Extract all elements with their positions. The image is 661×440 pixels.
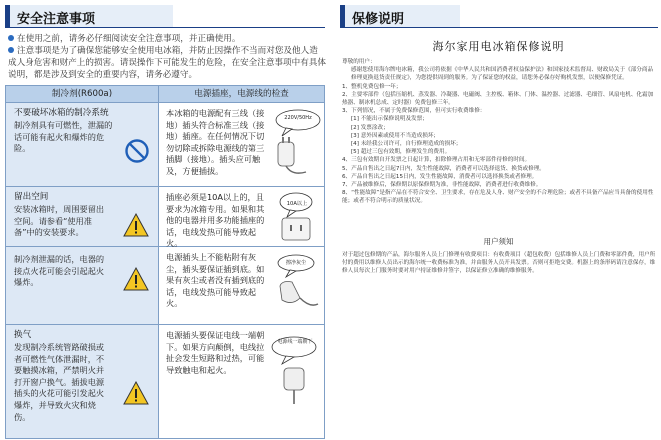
body-subitem: [2] 发票涂改； [351, 124, 389, 131]
warranty-body [342, 58, 657, 206]
row2-power-text: 插座必须是10A以上的，且要求为冰箱专用。如果和其他的电器并用多功能插座的话，电线发热可能导致起火。 [166, 192, 265, 249]
warranty-header-bar [340, 5, 460, 27]
bubble-cord-down: 电源线一端朝下 [277, 339, 313, 345]
row-divider [6, 246, 324, 247]
row3-power-text: 电源插头上不能粘附有灰尘，插头要保证插到底。如果有灰尘或者没有插到底的话，电线发热可能导致起火。 [166, 252, 265, 309]
header-accent-mark [340, 5, 345, 27]
body-subitem: [4] 未经我公司许可，自行修理造成的损坏； [351, 141, 462, 148]
body-item: 7、产品被维修后，保修期以原保修期为准，非性能故障，消费者进行收费维修。 [342, 182, 542, 189]
bullet-icon [8, 47, 14, 53]
row2-title: 留出空间 [14, 192, 49, 202]
body-subitem: [5] 超过三包有效期，修理发生的费用。 [351, 149, 451, 156]
body-subitem: [3] 意外因素或使用不当造成损坏； [351, 132, 440, 139]
warning-triangle-icon [122, 266, 150, 292]
user-notice-body [342, 251, 657, 276]
header-accent-mark [5, 5, 10, 27]
column-header-refrigerant: 制冷剂(R600a) [6, 86, 158, 102]
greeting: 尊敬的用户： [342, 59, 376, 65]
intro-paragraph-1 [8, 33, 326, 45]
notice-paragraph: 对于超过包修期的产品，海尔服务人员上门修理有收费项目：有收费项目（超包收费）包括维修人员上门费和零部件费，用户所付的费用以维修人员出示的海尔统一收费标准为准，并由服务人员开具发票。否则可拒绝交费。机器上的条形码请注意保存，维修人员每次上门服务时要对用户持证维修并签字，以保证修立准确的维修服务。 [342, 252, 656, 275]
bubble-current: 10A以上 [286, 201, 308, 207]
body-paragraph: 感谢您使用海尔牌电冰箱，我公司将依据《中华人民共和国消费者权益保护法》和国家技术监督局、财政局关于《部分商品修理更换退货责任规定》，为您提供周到的服务。为了保证您的权益，请您务必保存好购机发票，以便保修凭证。 [351, 67, 654, 82]
intro-text-1: 在使用之前，请务必仔细阅读安全注意事项，并正确使用。 [17, 34, 241, 44]
bullet-icon [8, 35, 14, 41]
safety-intro [8, 33, 326, 81]
row4-power-text: 电源插头要保证电线一端朝下。如果方向颠倒，电线拉扯会发生短路和过热，可能导致触电和起火。 [166, 330, 265, 375]
intro-text-2: 注意事项是为了确保您能够安全使用电冰箱，并防止因操作不当而对您及他人造成人身危害和财产上的损害。请误操作下可能发生的危险，在安全注意事项中有具体说明，都是涉及到安全的重要内容，请务必遵守。 [8, 46, 326, 80]
safety-header-bar [5, 5, 173, 27]
bubble-dust: 擦净灰尘 [285, 260, 306, 266]
body-item: 4、三包有效期自开发票之日起计算，扣除修理占用和无零部件待修的时间。 [342, 157, 531, 164]
row3-warning-text: 制冷剂泄漏的话，电器的接点火花可能会引起起火爆炸。 [14, 254, 105, 288]
body-subitem: [1] 不能出示保修说明及发票； [351, 116, 428, 123]
body-item: 8、“性能故障”是指产品在不符合安全、卫生要求，存在危及人身、财产安全的不合理危险；或者不具备产品应当具备的使用性能；或者不符合明示的质量状况。 [342, 190, 654, 205]
intro-paragraph-2 [8, 45, 326, 81]
safety-page [0, 0, 330, 440]
body-item: 5、产品自售出之日起7日内，发生性能故障，消费者可以选择退货、换货或修理。 [342, 165, 545, 172]
bubble-voltage: 220V/50Hz [284, 115, 312, 121]
warranty-section-title: 保修说明 [352, 12, 405, 27]
header-rule [340, 27, 658, 28]
body-item: 6、产品自售出之日起15日内，发生性能故障，消费者可以选择换货或者修理。 [342, 173, 538, 180]
row1-warning-text: 制冷剂具有可燃性，泄漏的话可能有起火和爆炸的危险。 [14, 120, 113, 154]
row4-title: 换气 [14, 330, 32, 340]
warning-triangle-icon [122, 380, 150, 406]
row4-warning-text: 发现制冷系统管路破损或者可燃性气体泄漏时，不要触摸冰箱，严禁明火并打开窗户换气。插拔电源插头的火花可能引发起火爆炸，并导致火灾和烧伤。 [14, 342, 105, 422]
warranty-document-title: 海尔家用电冰箱保修说明 [432, 40, 565, 53]
row2-warning-text: 安装冰箱时，周围要留出空间。请参看“使用准备”中的安装要求。 [14, 204, 105, 238]
row-divider [6, 102, 324, 103]
safety-section-title: 安全注意事项 [17, 12, 96, 27]
row-divider [6, 324, 324, 325]
warning-triangle-icon [122, 212, 150, 238]
user-notice-title: 用户须知 [483, 237, 514, 246]
safety-table [5, 85, 325, 439]
row-divider [6, 186, 324, 187]
row1-title: 不要破坏冰箱的制冷系统 [14, 108, 109, 118]
body-item: 2、主要零部件（包括压缩机、蒸发器、冷凝器、电磁阀、主控板、箱体、门体、温控器、过滤器、毛细管、风扇电机、化霜加热器、制冰机总成、定时器）免费包修三年。 [342, 91, 654, 107]
header-rule [5, 27, 325, 28]
column-header-power: 电源插座，电源线的检查 [158, 86, 324, 102]
warranty-page [336, 0, 661, 440]
body-item: 3、下列情况，不属于免费保修范围，但可实行收费维修： [342, 108, 486, 115]
socket-illustration [272, 190, 322, 244]
prohibition-icon [124, 138, 150, 164]
row1-power-text: 本冰箱的电源配有三线（接地）插头符合标准三线（接地）插座。在任何情况下切勿切除或拆除电源线的第三插脚（接地）。插头应可触及，方便插拔。 [166, 108, 265, 176]
body-item: 1、整机免费包修一年； [342, 83, 402, 90]
